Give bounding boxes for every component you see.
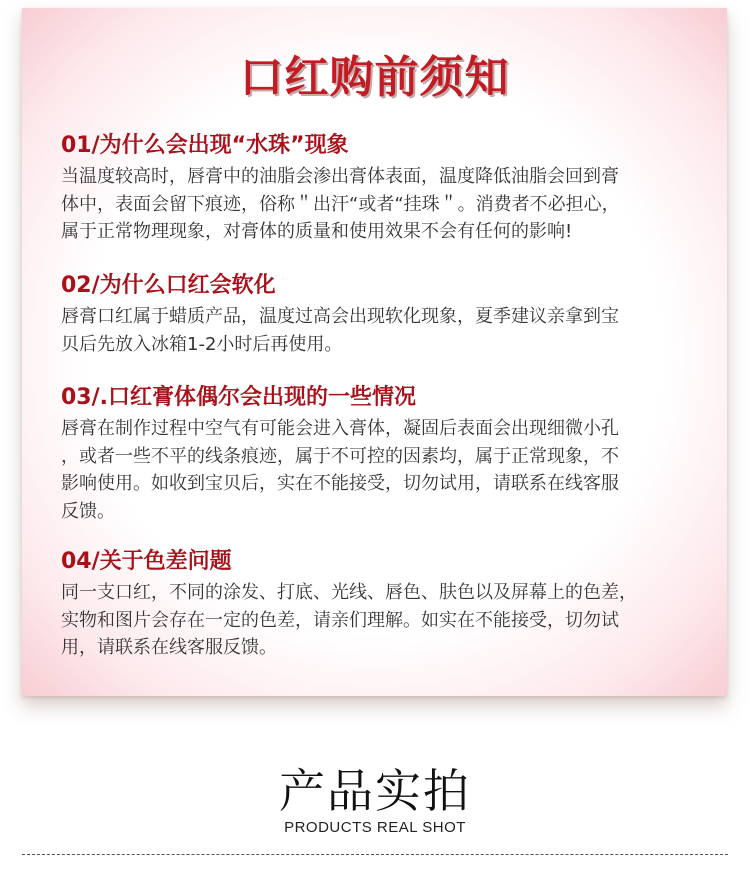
real-shot-subtitle: PRODUCTS REAL SHOT <box>284 819 466 836</box>
section-body <box>61 163 701 246</box>
section-heading: 04/关于色差问题 <box>61 549 232 574</box>
dashed-divider <box>22 854 728 855</box>
notice-section-2 <box>61 272 701 358</box>
body-line: 影响使用。如收到宝贝后，实在不能接受，切勿试用，请联系在线客服 <box>61 473 619 494</box>
real-shot-title: 产品实拍 <box>279 764 471 818</box>
section-heading: 02/为什么口红会软化 <box>61 273 276 298</box>
notice-card <box>22 8 727 696</box>
body-line: 体中，表面会留下痕迹，俗称＂出汗“或者“挂珠＂。消费者不必担心， <box>61 193 620 215</box>
section-heading: 03/.口红膏体偶尔会出现的一些情况 <box>61 385 417 410</box>
section-body <box>61 303 701 358</box>
section-body <box>61 415 701 525</box>
notice-section-4 <box>61 548 701 662</box>
body-line: 反馈。 <box>61 500 115 522</box>
body-line: 同一支口红，不同的涂发、打底、光线、唇色、肤色以及屏幕上的色差， <box>61 582 637 603</box>
section-heading: 01/为什么会出现“水珠”现象 <box>61 133 349 158</box>
body-line: 贝后先放入冰箱1-2小时后再使用。 <box>61 333 343 355</box>
body-line: 唇膏口红属于蜡质产品，温度过高会出现软化现象，夏季建议亲拿到宝 <box>61 306 619 327</box>
section-body <box>61 579 701 662</box>
notice-section-1 <box>61 132 701 246</box>
body-line: 实物和图片会存在一定的色差，请亲们理解。如实在不能接受，切勿试 <box>61 609 619 631</box>
body-line: ，或者一些不平的线条痕迹，属于不可控的因素均，属于正常现象，不 <box>61 445 619 467</box>
body-line: 当温度较高时，唇膏中的油脂会渗出膏体表面，温度降低油脂会回到膏 <box>61 166 619 187</box>
body-line: 唇膏在制作过程中空气有可能会进入膏体，凝固后表面会出现细微小孔 <box>61 418 619 439</box>
body-line: 用，请联系在线客服反馈。 <box>61 637 277 658</box>
notice-section-3 <box>61 384 701 525</box>
notice-title: 口红购前须知 <box>239 52 510 103</box>
body-line: 属于正常物理现象，对膏体的质量和使用效果不会有任何的影响! <box>61 221 573 242</box>
